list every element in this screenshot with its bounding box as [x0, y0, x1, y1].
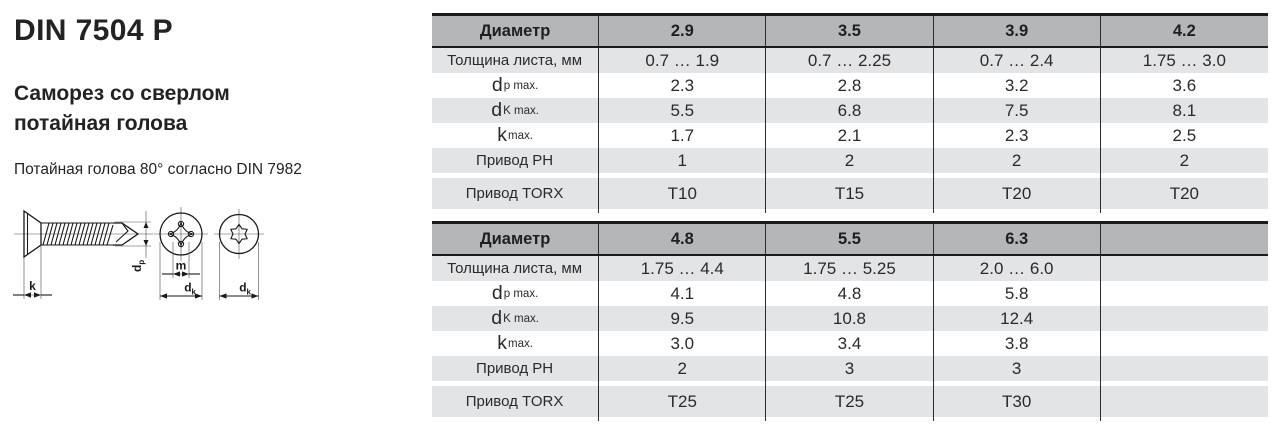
cell	[1101, 306, 1268, 331]
row-label: d K max.	[432, 98, 599, 123]
row-label: d p max.	[432, 73, 599, 98]
row-k-max	[432, 123, 1268, 148]
dim-label-dk-torx: $d_k$	[239, 280, 251, 297]
table-header-row	[432, 16, 1268, 48]
row-label: d p max.	[432, 281, 599, 306]
dim-label-k: k	[29, 279, 36, 293]
row-border-tail	[432, 209, 1268, 213]
row-sheet-thickness	[432, 256, 1268, 281]
header-diameter-label: Диаметр	[432, 16, 599, 46]
header-diameter-value: 3.5	[766, 16, 933, 46]
cell: 3	[934, 356, 1101, 381]
cell: 2.3	[599, 73, 766, 98]
row-dp-max	[432, 281, 1268, 306]
cell	[1101, 331, 1268, 356]
cell: 4.1	[599, 281, 766, 306]
cell: 0.7 … 1.9	[599, 48, 766, 73]
header-diameter-value: 5.5	[766, 224, 933, 254]
header-diameter-value: 6.3	[934, 224, 1101, 254]
cell: 9.5	[599, 306, 766, 331]
row-dk-max	[432, 306, 1268, 331]
cell: 2.0 … 6.0	[934, 256, 1101, 281]
cell: 1.75 … 3.0	[1142, 50, 1226, 70]
spec-table-large-diameters	[432, 221, 1268, 421]
row-drive-ph	[432, 356, 1268, 381]
row-drive-ph	[432, 148, 1268, 173]
cell: T25	[599, 386, 766, 417]
screw-technical-drawing	[10, 198, 295, 318]
cell: 1.75 … 4.4	[599, 256, 766, 281]
cell: 2.5	[1172, 125, 1197, 145]
cell: T25	[766, 386, 933, 417]
product-subtitle	[14, 79, 230, 139]
torx-recess-icon	[214, 209, 264, 300]
row-label: d K max.	[432, 306, 599, 331]
cell: 3.0	[599, 331, 766, 356]
row-dk-max	[432, 98, 1268, 123]
cell: 2	[1179, 150, 1190, 170]
header-diameter-value	[1101, 224, 1268, 254]
cell: T10	[599, 178, 766, 209]
row-label: k max.	[432, 123, 599, 148]
cell: 6.8	[766, 98, 933, 123]
cell: 4.8	[766, 281, 933, 306]
cell: 3	[766, 356, 933, 381]
header-diameter-value: 4.8	[599, 224, 766, 254]
row-dp-max	[432, 73, 1268, 98]
cell: 2	[766, 148, 933, 173]
dim-label-m: m	[175, 258, 187, 273]
row-label: Толщина листа, мм	[432, 256, 599, 281]
cell: 1.75 … 5.25	[766, 256, 933, 281]
subtitle-line-2: потайная голова	[14, 112, 188, 135]
cell	[1101, 256, 1268, 281]
dim-label-dk-ph: $d_k$	[184, 280, 196, 297]
cell: 10.8	[766, 306, 933, 331]
phillips-recess-icon	[154, 207, 208, 300]
cell: 7.5	[934, 98, 1101, 123]
cell	[1101, 356, 1268, 381]
dim-label-dp: $d_p$	[130, 259, 146, 272]
cell: 1	[599, 148, 766, 173]
standard-note: Потайная голова 80° согласно DIN 7982	[14, 161, 302, 178]
page-title: DIN 7504 P	[14, 14, 174, 47]
screw-side-view-icon	[13, 211, 153, 299]
cell: 3.2	[934, 73, 1101, 98]
cell: 2	[599, 356, 766, 381]
cell: 2.8	[766, 73, 933, 98]
spec-table-small-diameters	[432, 13, 1268, 213]
cell: T20	[1169, 183, 1199, 203]
cell: 5.5	[599, 98, 766, 123]
row-label: Толщина листа, мм	[432, 48, 599, 73]
cell: T15	[766, 178, 933, 209]
cell: T20	[934, 178, 1101, 209]
row-drive-torx	[432, 178, 1268, 209]
table-header-row	[432, 224, 1268, 256]
cell: 1.7	[599, 123, 766, 148]
row-sheet-thickness	[432, 48, 1268, 73]
row-drive-torx	[432, 386, 1268, 417]
cell: 3.6	[1172, 75, 1197, 95]
cell: 0.7 … 2.25	[766, 48, 933, 73]
cell: 2	[934, 148, 1101, 173]
row-border-tail	[432, 417, 1268, 421]
cell: 3.8	[934, 331, 1101, 356]
cell: T30	[934, 386, 1101, 417]
cell	[1101, 281, 1268, 306]
row-label: k max.	[432, 331, 599, 356]
row-k-max	[432, 331, 1268, 356]
cell: 8.1	[1172, 100, 1197, 120]
header-diameter-value: 4.2	[1172, 21, 1196, 40]
header-diameter-value: 2.9	[599, 16, 766, 46]
cell	[1101, 386, 1268, 417]
header-diameter-label: Диаметр	[432, 224, 599, 254]
cell: 3.4	[766, 331, 933, 356]
cell: 0.7 … 2.4	[934, 48, 1101, 73]
cell: 5.8	[934, 281, 1101, 306]
row-label: Привод PH	[432, 356, 599, 381]
cell: 12.4	[934, 306, 1101, 331]
subtitle-line-1: Саморез со сверлом	[14, 82, 230, 105]
cell: 2.3	[934, 123, 1101, 148]
cell: 2.1	[766, 123, 933, 148]
row-label: Привод PH	[432, 148, 599, 173]
header-diameter-value: 3.9	[934, 16, 1101, 46]
row-label: Привод TORX	[432, 386, 599, 417]
row-label: Привод TORX	[432, 178, 599, 209]
